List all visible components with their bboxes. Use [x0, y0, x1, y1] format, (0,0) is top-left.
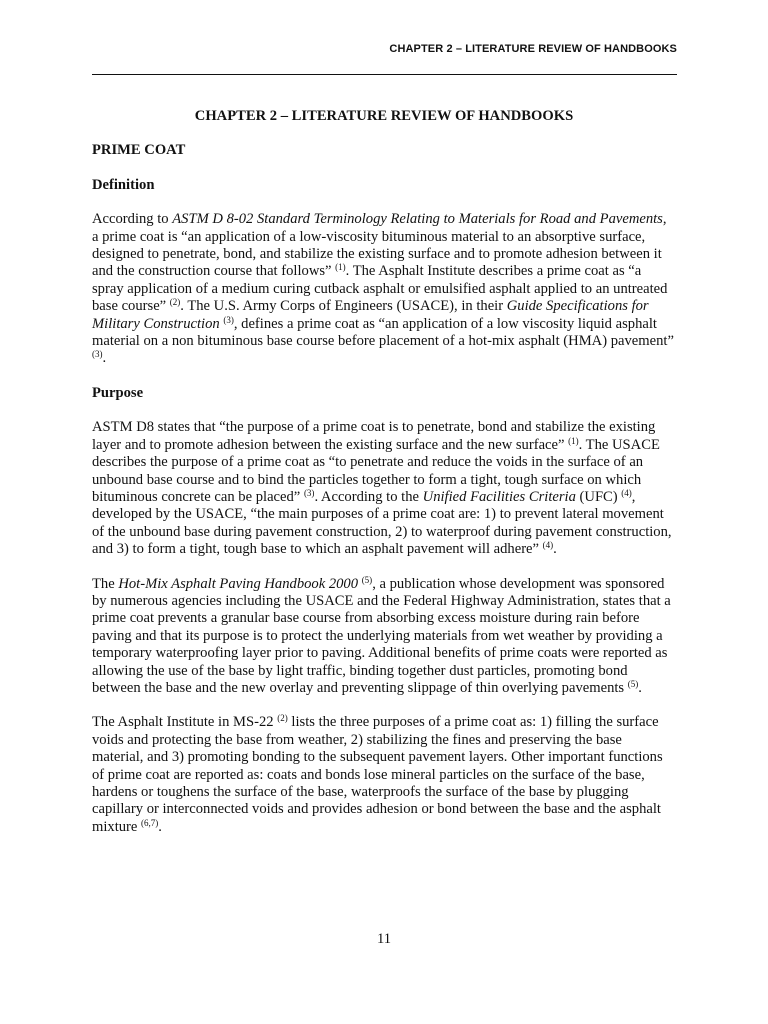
- citation-ref: (1): [568, 435, 579, 446]
- citation-ref: (3): [223, 314, 234, 325]
- text-run: .: [553, 541, 557, 558]
- italic-title: Guide Specifications for Military Construction: [92, 298, 649, 332]
- text-run: (UFC): [575, 488, 622, 505]
- section-heading: PRIME COAT: [92, 142, 186, 159]
- definition-heading: Definition: [92, 176, 155, 193]
- text-run: ASTM D8 states that “the purpose of a prime coat is to penetrate, bond and stabilize the existing layer and to promote adhesion between the existing surface and the new surface”: [92, 419, 656, 453]
- purpose-paragraph-1: [92, 419, 676, 558]
- text-run: , developed by the USACE, “the main purposes of a prime coat are: 1) to prevent lateral movement of the unbound base during pavement construction, 2) to waterproof during pavement construction, and 3) to form a tight, tough base to which an asphalt pavement will adhere”: [92, 488, 672, 558]
- text-run: . The Asphalt Institute describes a prime coat as “a spray application of a medium curing cutback asphalt or emulsified asphalt applied to an untreated base course”: [92, 263, 668, 315]
- text-run: .: [158, 818, 162, 835]
- italic-title: Hot-Mix Asphalt Paving Handbook 2000: [118, 575, 359, 592]
- text-run: According to: [92, 211, 173, 228]
- citation-ref: (4): [542, 540, 554, 551]
- running-header: CHAPTER 2 – LITERATURE REVIEW OF HANDBOOKS: [389, 43, 677, 55]
- text-run: . The USACE describes the purpose of a prime coat as “to penetrate and reduce the voids in the surface of an unbound base course and to bind the particles together to form a tight, tough surface on which bituminous concrete can be placed”: [92, 436, 660, 505]
- text-run: The Asphalt Institute in MS-22: [92, 714, 278, 731]
- text-run: .: [102, 350, 107, 367]
- text-run: , a prime coat is “an application of a low-viscosity bituminous material to an absorptive surface, designed to penetrate, bond, and stabilize the existing surface and to promote adhesion between it and the construction course that follows”: [92, 211, 667, 280]
- citation-ref: (6,7): [141, 817, 159, 828]
- definition-paragraph: [92, 211, 676, 368]
- purpose-heading: Purpose: [92, 384, 144, 401]
- header-rule: [92, 74, 677, 75]
- citation-ref: (3): [303, 487, 315, 498]
- page-number: 11: [376, 931, 392, 947]
- citation-ref: (5): [361, 574, 373, 585]
- text-run: lists the three purposes of a prime coat as: 1) filling the surface voids and protecting the base from weather, 2) stabilizing the fines and preserving the base material, and 3) promoting bonding to the subsequent pavement layers. Other important functions of prime coat are reported as: coats and bonds lose mineral particles on the surface of the base, hardens or toughens the surface of the base, waterproofs the surface of the base by plugging capillary or interconnected voids and provides adhesion or bond between the base and the asphalt mixture: [92, 714, 663, 835]
- text-run: , defines a prime coat as “an application of a low viscosity liquid asphalt material on a non bituminous base course before placement of a hot-mix asphalt (HMA) pavement”: [92, 315, 674, 350]
- italic-title: Unified Facilities Criteria: [422, 488, 576, 505]
- citation-ref: (5): [627, 678, 639, 689]
- citation-ref: (4): [621, 487, 632, 498]
- text-run: The: [92, 575, 119, 592]
- text-run: , a publication whose development was sponsored by numerous agencies including the USACE and the Federal Highway Administration, states that a prime coat prevents a granular base course from absorbing excess moisture during rain before paving and that its purpose is to protect the underlying materials from wet weather by providing a temporary waterproofing layer prior to paving. Additional benefits of prime coats were reported as allowing the use of the base by light traffic, binding together dust particles, promoting bond between the base and the new overlay and preventing slippage of thin overlying pavements: [92, 575, 671, 696]
- chapter-title: CHAPTER 2 – LITERATURE REVIEW OF HANDBOOKS: [194, 108, 574, 124]
- citation-ref: (1): [335, 262, 346, 273]
- purpose-paragraph-3: [92, 714, 676, 836]
- citation-ref: (2): [169, 297, 181, 308]
- text-run: .: [638, 679, 642, 696]
- citation-ref: (2): [277, 713, 288, 724]
- body-text: [92, 108, 676, 836]
- citation-ref: (3): [92, 349, 103, 360]
- italic-title: ASTM D 8-02 Standard Terminology Relating to Materials for Road and Pavements: [172, 211, 663, 228]
- purpose-paragraph-2: [92, 576, 676, 698]
- text-run: . The U.S. Army Corps of Engineers (USACE), in their: [180, 298, 507, 315]
- text-run: . According to the: [314, 488, 423, 505]
